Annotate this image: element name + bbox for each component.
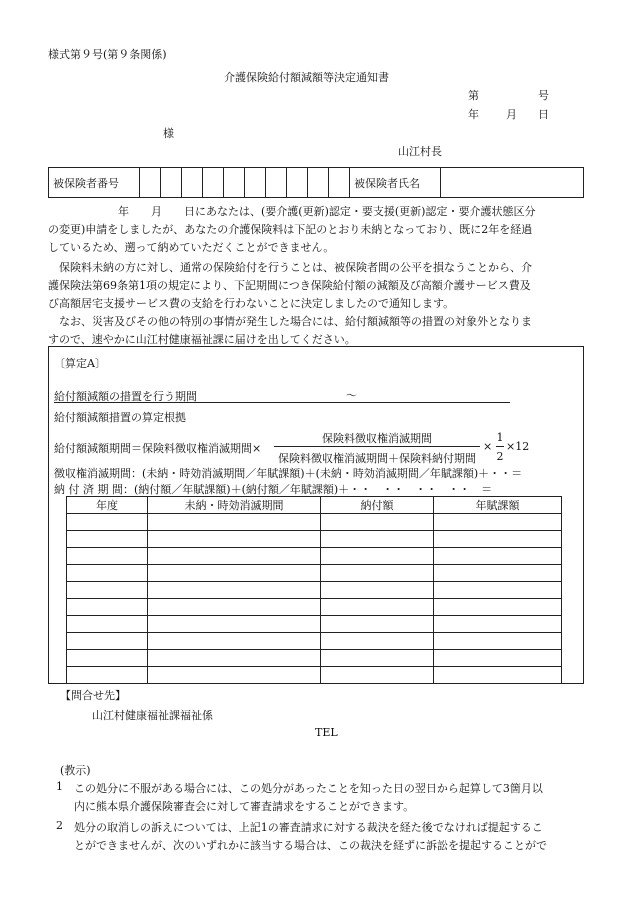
document-title: 介護保険給付額減額等決定通知書: [224, 71, 389, 84]
insured-number-digit-cell[interactable]: [308, 168, 329, 198]
table-header: 年賦課額: [434, 497, 562, 514]
table-header: 未納・時効消滅期間: [148, 497, 321, 514]
table-row: [67, 565, 562, 582]
insured-number-digit-cell[interactable]: [329, 168, 350, 198]
date-year-label: 年: [468, 108, 479, 121]
insured-number-digit-cell[interactable]: [245, 168, 266, 198]
notice-item-2: [74, 819, 586, 855]
table-row: [67, 650, 562, 667]
date-day-label: 日: [538, 108, 549, 121]
formula-times: ×: [483, 440, 493, 453]
contact-tel-label: TEL: [315, 726, 338, 739]
paid-period-line: 納 付 済 期 間：(納付額／年賦課額)＋(納付額／年賦課額)＋・・ ・・ ・・ ・・ ＝: [54, 483, 493, 496]
body-line: 護保険法第69条第1項の規定により、下記期間につき保険給付額の減額及び高額介護サービス費及: [48, 279, 531, 292]
insured-number-digit-cell[interactable]: [140, 168, 161, 198]
notice-item-number: 2: [56, 819, 63, 832]
insured-number-digit-cell[interactable]: [182, 168, 203, 198]
insured-number-digit-cell[interactable]: [266, 168, 287, 198]
table-row: [67, 582, 562, 599]
period-separator: ～: [346, 389, 357, 402]
notice-line: 内に熊本県介護保険審査会に対して審査請求をすることができます。: [74, 800, 415, 813]
body-line: しているため、遡って納めていただくことができません。: [48, 241, 335, 254]
table-row: [67, 633, 562, 650]
date-month-label: 月: [506, 108, 517, 121]
body-line: すので、速やかに山江村健康福祉課に届けを出してください。: [48, 333, 356, 346]
table-row: [67, 548, 562, 565]
lapse-period-line: 徴収権消滅期間：(未納・時効消滅期間／年賦課額)＋(未納・時効消滅期間／年賦課額)＋・・＝: [54, 467, 523, 480]
table-row: [67, 599, 562, 616]
notice-line: 処分の取消しの訴えについては、上記1の審査請求に対する裁決を経た後でなければ提起するこ: [74, 821, 543, 834]
insured-number-digit-cell[interactable]: [224, 168, 245, 198]
formula-half-bar: [496, 446, 504, 447]
body-paragraph-1: [48, 203, 584, 257]
body-paragraph-3: [48, 313, 584, 349]
insured-number-label: 被保険者番号: [49, 168, 140, 198]
body-line: なお、災害及びその他の特別の事情が発生した場合には、給付額減額等の措置の対象外となりま: [59, 315, 532, 328]
body-line: 年 月 日にあなたは、(要介護(更新)認定・要支援(更新)認定・要介護状態区分: [118, 205, 536, 218]
addressee-suffix: 様: [163, 127, 174, 140]
number-label-go: 号: [538, 89, 549, 102]
body-paragraph-2: [48, 259, 584, 313]
table-row: [67, 616, 562, 633]
notice-item-number: 1: [56, 780, 63, 793]
notice-line: とができませんが、次のいずれかに該当する場合は、この裁決を経ずに訴訟を提起することがで: [74, 839, 547, 852]
contact-label: 【問合せ先】: [60, 689, 126, 702]
number-label-dai: 第: [468, 89, 479, 102]
table-row: [67, 531, 562, 548]
body-line: の変更)申請をしましたが、あなたの介護保険料は下記のとおり未納となっており、既に2年を経過: [48, 223, 533, 236]
insured-name-label: 被保険者氏名: [350, 168, 441, 198]
calc-section-label: 〔算定A〕: [54, 357, 106, 370]
formula-lhs: 給付額減額期間＝保険料徴収権消滅期間×: [54, 442, 262, 455]
contact-department: 山江村健康福祉課福祉係: [92, 709, 213, 722]
reduction-period-label: 給付額減額の措置を行う期間: [54, 390, 197, 403]
table-row: [67, 514, 562, 531]
formula-denominator: 保険料徴収権消滅期間＋保険料納付期間: [278, 452, 476, 465]
period-underline: [54, 402, 510, 403]
insured-number-digit-cell[interactable]: [287, 168, 308, 198]
table-header: 年度: [67, 497, 148, 514]
body-line: 保険料未納の方に対し、通常の保険給付を行うことは、被保険者間の公平を損なうことから、介: [59, 261, 532, 274]
formula-tail: ×12: [506, 440, 530, 453]
calc-basis-label: 給付額減額措置の算定根拠: [54, 411, 186, 424]
notice-line: この処分に不服がある場合には、この処分があったことを知った日の翌日から起算して3箇月以: [74, 782, 543, 795]
table-header: 納付額: [321, 497, 434, 514]
issuer-name: 山江村長: [398, 145, 442, 158]
formula-half-denominator: 2: [496, 450, 504, 463]
formula-fraction-bar: [274, 446, 480, 447]
calculation-table: [66, 496, 562, 684]
insured-info-table: [48, 167, 584, 198]
insured-number-digit-cell[interactable]: [203, 168, 224, 198]
insured-name-value[interactable]: [441, 168, 584, 198]
formula-half-numerator: 1: [496, 431, 504, 444]
formula-numerator: 保険料徴収権消滅期間: [322, 432, 432, 445]
notice-heading: (教示): [60, 764, 91, 777]
form-number: 様式第９号(第９条関係): [48, 48, 167, 61]
notice-item-1: [74, 780, 586, 816]
body-line: び高額居宅支援サービス費の支給を行わないことに決定しましたので通知します。: [48, 297, 455, 310]
insured-number-digit-cell[interactable]: [161, 168, 182, 198]
table-row: [67, 667, 562, 684]
